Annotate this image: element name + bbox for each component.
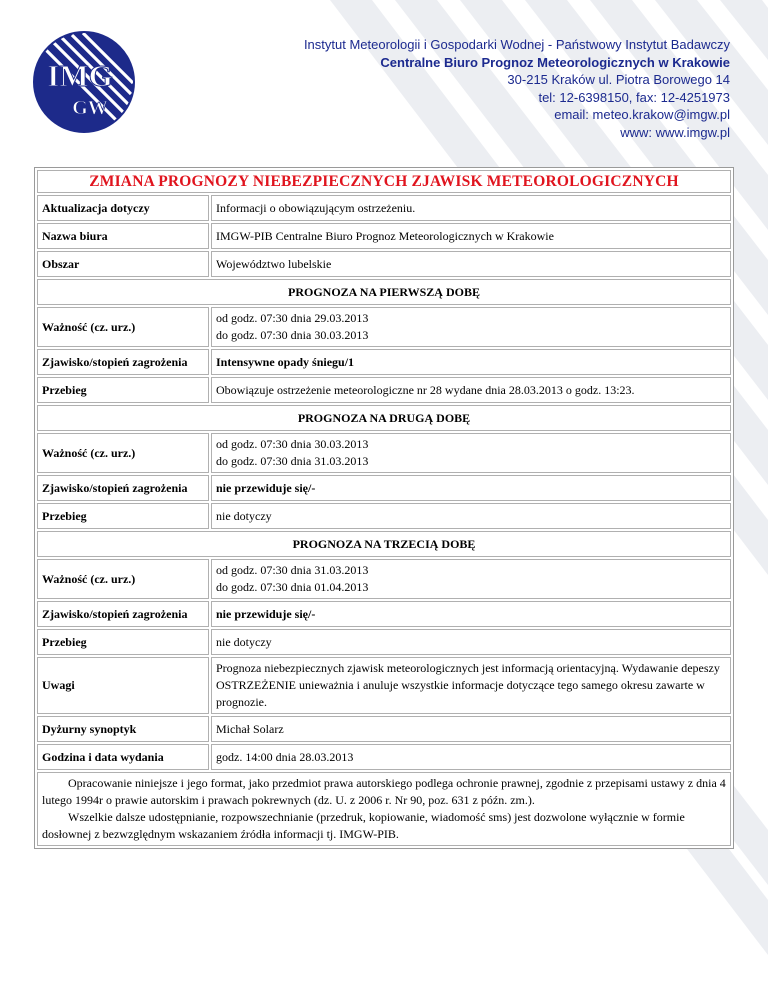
issued-value: godz. 14:00 dnia 28.03.2013 — [211, 744, 731, 770]
table-row — [37, 744, 731, 770]
copyright-footer — [37, 772, 731, 846]
table-row — [37, 377, 731, 403]
table-row — [37, 349, 731, 375]
day2-course-value: nie dotyczy — [211, 503, 731, 529]
area-value: Województwo lubelskie — [211, 251, 731, 277]
table-row — [37, 601, 731, 627]
website: www: www.imgw.pl — [620, 124, 730, 140]
day3-course-label: Przebieg — [37, 629, 209, 655]
table-row — [37, 475, 731, 501]
institute-name: Instytut Meteorologii i Gospodarki Wodnej - Państwowy Instytut Badawczy — [303, 37, 730, 52]
imgw-logo — [32, 30, 136, 134]
day1-validity-label: Ważność (cz. urz.) — [37, 307, 209, 347]
table-row — [37, 503, 731, 529]
table-row — [37, 629, 731, 655]
issued-label: Godzina i data wydania — [37, 744, 209, 770]
institute-contact — [304, 36, 730, 141]
office-label: Nazwa biura — [37, 223, 209, 249]
email: email: meteo.krakow@imgw.pl — [554, 107, 730, 122]
table-row — [37, 433, 731, 473]
forecast-table — [34, 167, 734, 849]
remarks-value: Prognoza niebezpiecznych zjawisk meteorologicznych jest informacją orientacyjną. Wydawanie depeszy OSTRZEŻENIE unieważnia i anuluje wszystkie informacje dotyczące tego samego okresu zawarte w prognozie. — [211, 657, 731, 714]
day2-phenomenon-value: nie przewiduje się/- — [211, 475, 731, 501]
day1-phenomenon-label: Zjawisko/stopień zagrożenia — [37, 349, 209, 375]
day3-validity-from: od godz. 07:30 dnia 31.03.2013 — [216, 563, 369, 577]
day3-phenomenon-value: nie przewiduje się/- — [211, 601, 731, 627]
day1-validity-to: do godz. 07:30 dnia 30.03.2013 — [216, 328, 369, 342]
day1-course-label: Przebieg — [37, 377, 209, 403]
day3-phenomenon-label: Zjawisko/stopień zagrożenia — [37, 601, 209, 627]
table-row — [37, 307, 731, 347]
day1-phenomenon-value: Intensywne opady śniegu/1 — [211, 349, 731, 375]
phone-fax: tel: 12-6398150, fax: 12-4251973 — [538, 89, 730, 105]
forecaster-value: Michał Solarz — [211, 716, 731, 742]
day2-phenomenon-label: Zjawisko/stopień zagrożenia — [37, 475, 209, 501]
day3-validity-value — [211, 559, 731, 599]
day1-validity-value — [211, 307, 731, 347]
table-row — [37, 251, 731, 277]
table-row — [37, 223, 731, 249]
day3-heading: PROGNOZA NA TRZECIĄ DOBĘ — [37, 531, 731, 557]
area-label: Obszar — [37, 251, 209, 277]
day2-validity-from: od godz. 07:30 dnia 30.03.2013 — [216, 437, 369, 451]
distribution-notice: Wszelkie dalsze udostępnianie, rozpowszechnianie (przedruk, kopiowanie, wiadomość sms) jest dozwolone wyłącznie w formie dosłownej z bezwzględnym wskazaniem źródła informacji tj. IMGW-PIB. — [42, 810, 685, 841]
day2-validity-to: do godz. 07:30 dnia 31.03.2013 — [216, 454, 369, 468]
update-label: Aktualizacja dotyczy — [37, 195, 209, 221]
day1-course-value: Obowiązuje ostrzeżenie meteorologiczne nr 28 wydane dnia 28.03.2013 o godz. 13:23. — [211, 377, 731, 403]
day1-validity-from: od godz. 07:30 dnia 29.03.2013 — [216, 311, 369, 325]
svg-text:GW: GW — [72, 97, 108, 119]
office-value: IMGW-PIB Centralne Biuro Prognoz Meteorologicznych w Krakowie — [211, 223, 731, 249]
table-row — [37, 195, 731, 221]
forecaster-label: Dyżurny synoptyk — [37, 716, 209, 742]
day3-course-value: nie dotyczy — [211, 629, 731, 655]
day1-heading: PROGNOZA NA PIERWSZĄ DOBĘ — [37, 279, 731, 305]
table-row — [37, 716, 731, 742]
letterhead — [0, 0, 768, 150]
remarks-label: Uwagi — [37, 657, 209, 714]
table-row — [37, 657, 731, 714]
update-value: Informacji o obowiązującym ostrzeżeniu. — [211, 195, 731, 221]
office-name: Centralne Biuro Prognoz Meteorologicznych w Krakowie — [380, 54, 730, 70]
svg-text:IMG: IMG — [47, 58, 113, 93]
day3-validity-to: do godz. 07:30 dnia 01.04.2013 — [216, 580, 369, 594]
day3-validity-label: Ważność (cz. urz.) — [37, 559, 209, 599]
day2-validity-value — [211, 433, 731, 473]
day2-validity-label: Ważność (cz. urz.) — [37, 433, 209, 473]
address: 30-215 Kraków ul. Piotra Borowego 14 — [507, 72, 730, 87]
day2-course-label: Przebieg — [37, 503, 209, 529]
document-title: ZMIANA PROGNOZY NIEBEZPIECZNYCH ZJAWISK METEOROLOGICZNYCH — [37, 170, 731, 193]
day2-heading: PROGNOZA NA DRUGĄ DOBĘ — [37, 405, 731, 431]
copyright-notice: Opracowanie niniejsze i jego format, jako przedmiot prawa autorskiego podlega ochronie prawnej, zgodnie z przepisami ustawy z dnia 4 lutego 1994r o prawie autorskim i prawach pokrewnych (dz. U. z 2006 r. Nr 90, poz. 631 z późn. zm.). — [42, 776, 726, 807]
table-row — [37, 559, 731, 599]
forecast-document — [34, 167, 734, 849]
